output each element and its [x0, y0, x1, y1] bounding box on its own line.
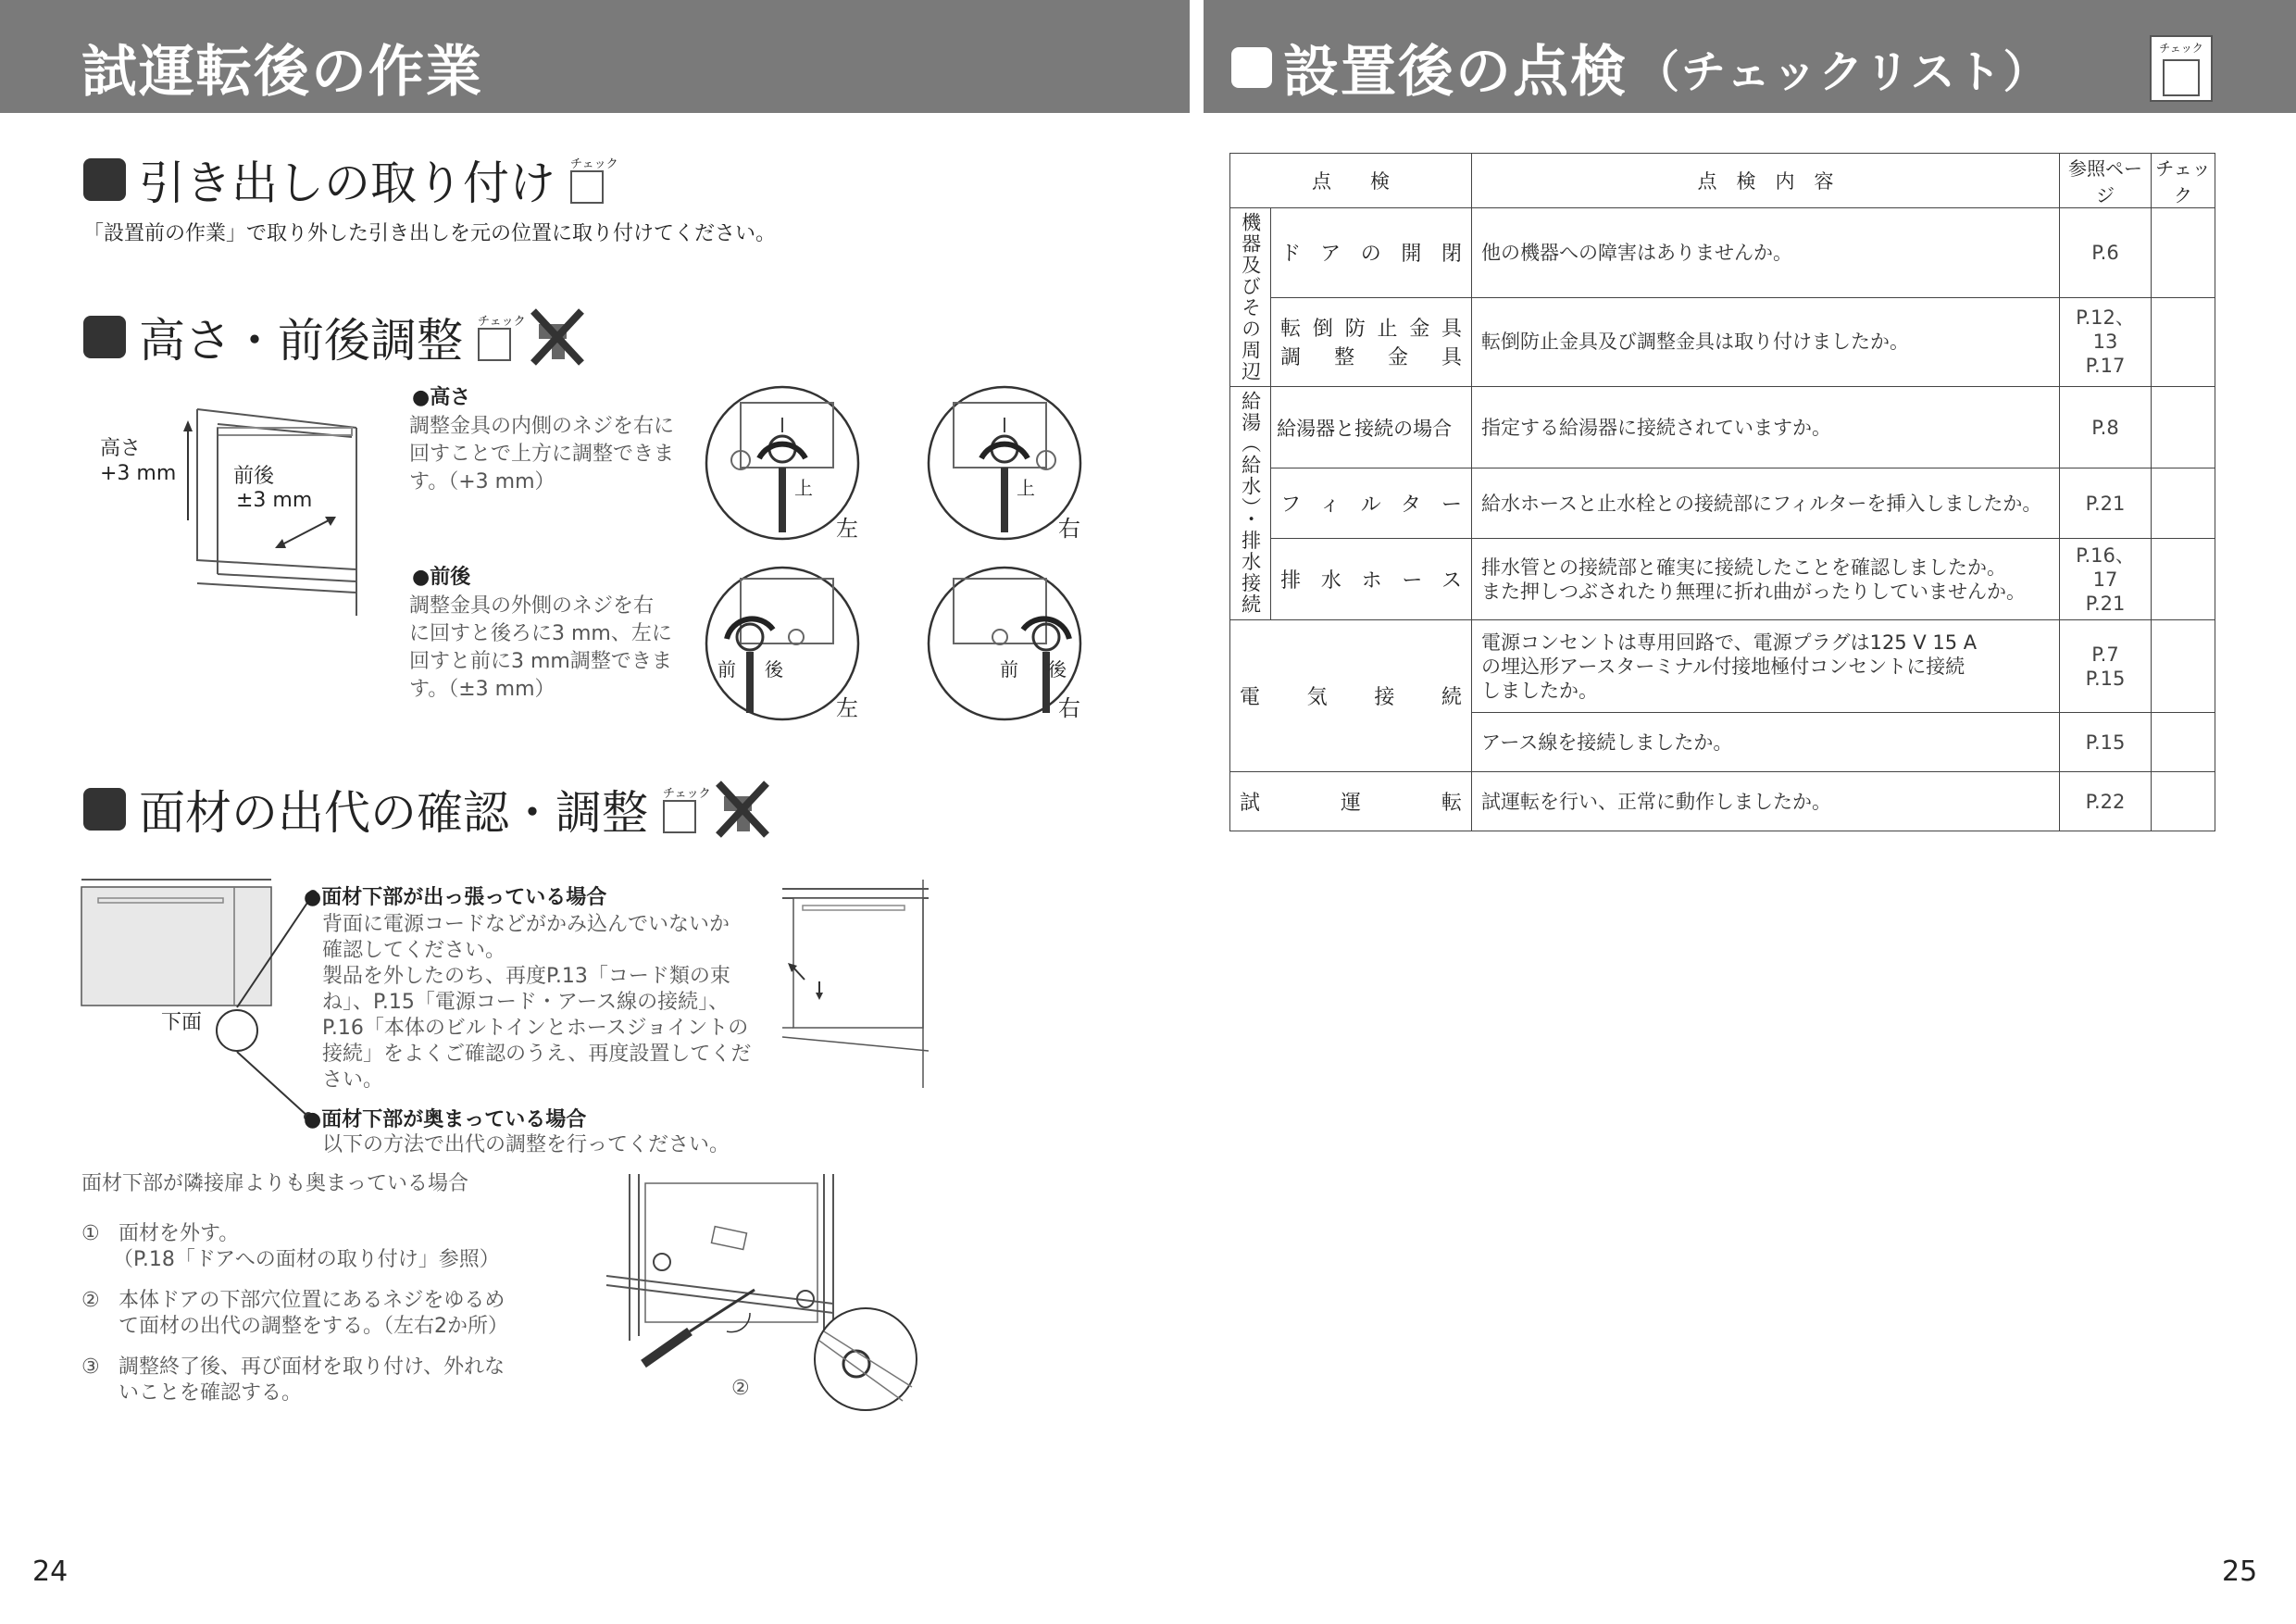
section2-heading: [83, 304, 585, 370]
height-right-up: 上: [1017, 477, 1035, 499]
table-row: [1230, 539, 2215, 620]
check-box-icon: [570, 170, 604, 204]
step2-line-2: て面材の出代の調整をする。（左右2か所）: [119, 1315, 508, 1338]
check-box-icon: [478, 328, 511, 361]
check-icon: [663, 783, 711, 835]
check-cell[interactable]: [2152, 713, 2215, 772]
depth-right-back: 後: [1048, 658, 1067, 681]
item-label: フィルター: [1271, 468, 1472, 539]
group-label: 機器及びその周辺: [1230, 208, 1271, 387]
header-inspection: 点 検: [1230, 154, 1472, 208]
group-label: 電気接続: [1230, 620, 1472, 772]
height-right-side: 右: [1058, 516, 1080, 542]
ref-line: P.17: [2085, 355, 2126, 378]
case2-line-1: 以下の方法で出代の調整を行ってください。: [322, 1133, 730, 1156]
screw-adjustment-diagram: [588, 1174, 930, 1417]
content-line: また押しつぶされたり無理に折れ曲がったりしていませんか。: [1481, 580, 2026, 603]
depth-line-1: 調整金具の外側のネジを右: [409, 594, 655, 618]
depth-right-front: 前: [1000, 658, 1018, 681]
content-cell: 他の機器への障害はありませんか。: [1472, 208, 2060, 298]
depth-left-front: 前: [718, 658, 736, 681]
check-icon-label: チェック: [663, 787, 711, 801]
header-check-box: [2163, 59, 2200, 96]
step1-line-2: （P.18「ドアへの面材の取り付け」参照）: [113, 1248, 500, 1271]
case2-heading: ●面材下部が奥まっている場合: [304, 1108, 587, 1131]
section3-title: 面材の出代の確認・調整: [139, 786, 648, 840]
header-check: チェック: [2152, 154, 2215, 208]
content-line: の埋込形アースターミナル付接地極付コンセントに接続: [1481, 655, 1965, 678]
check-icon: [478, 311, 526, 363]
ref-line: P.12、13: [2076, 306, 2135, 354]
step3-num: ③: [81, 1355, 100, 1379]
step1-line-1: 面材を外す。: [119, 1222, 240, 1245]
recess-note: 面材下部が隣接扉よりも奥まっている場合: [81, 1172, 469, 1195]
case1-line-4: ね」、P.15「電源コード・アース線の接続」、: [322, 991, 730, 1014]
height-label: 高さ: [100, 437, 142, 460]
content-cell: 試運転を行い、正常に動作しましたか。: [1472, 772, 2060, 831]
height-left-up: 上: [794, 477, 813, 499]
table-row: [1230, 208, 2215, 298]
content-cell: 給水ホースと止水栓との接続部にフィルターを挿入しましたか。: [1472, 468, 2060, 539]
section1-heading: [83, 146, 618, 213]
left-header-title: 試運転後の作業: [81, 40, 483, 105]
table-row: [1230, 468, 2215, 539]
table-row: [1230, 297, 2215, 387]
ref-cell: [2060, 539, 2152, 620]
height-left-side: 左: [836, 516, 858, 542]
item-label: 排水ホース: [1271, 539, 1472, 620]
check-cell[interactable]: [2152, 772, 2215, 831]
ref-cell: P.6: [2060, 208, 2152, 298]
depth-line-3: 回すと前に3 mm調整できま: [409, 650, 672, 673]
square-bullet-icon: [83, 158, 126, 201]
table-row: [1230, 772, 2215, 831]
item-label: [1271, 297, 1472, 387]
section1-text: 「設置前の作業」で取り外した引き出しを元の位置に取り付けてください。: [83, 222, 777, 245]
content-line: 電源コンセントは専用回路で、電源プラグは125 V 15 A: [1481, 631, 1978, 654]
check-cell[interactable]: [2152, 208, 2215, 298]
no-power-drill-icon: [715, 780, 770, 839]
checklist-subtitle: （チェックリスト）: [1635, 45, 2050, 98]
step2-num: ②: [81, 1289, 100, 1312]
case1-line-7: さい。: [322, 1068, 384, 1092]
recessed-panel-diagram: [782, 880, 930, 1088]
square-bullet-icon: [83, 788, 126, 831]
ref-cell: P.8: [2060, 387, 2152, 468]
check-icon-label: チェック: [570, 157, 618, 171]
step3-line-1: 調整終了後、再び面材を取り付け、外れな: [119, 1355, 505, 1379]
protruding-panel-diagram: [81, 878, 322, 1118]
ref-cell: P.22: [2060, 772, 2152, 831]
square-bullet-icon: [83, 316, 126, 358]
check-cell[interactable]: [2152, 387, 2215, 468]
table-row: [1230, 620, 2215, 713]
ref-cell: [2060, 297, 2152, 387]
checklist-title: 設置後の点検: [1283, 40, 1628, 105]
item-label: 給湯器と接続の場合: [1271, 387, 1472, 468]
ref-line: P.21: [2085, 592, 2126, 615]
height-value: +3 mm: [100, 462, 177, 485]
check-cell[interactable]: [2152, 620, 2215, 713]
content-cell: アース線を接続しましたか。: [1472, 713, 2060, 772]
content-cell: [1472, 539, 2060, 620]
content-cell: 指定する給湯器に接続されていますか。: [1472, 387, 2060, 468]
case1-line-3: 製品を外したのち、再度P.13「コード類の束: [322, 965, 730, 988]
table-row: [1230, 387, 2215, 468]
right-header-title: [1231, 28, 2050, 107]
depth-line-2: に回すと後ろに3 mm、左に: [409, 622, 672, 645]
check-icon-label: チェック: [478, 315, 526, 329]
check-cell[interactable]: [2152, 468, 2215, 539]
header-content: 点 検 内 容: [1472, 154, 2060, 208]
no-power-drill-icon: [530, 307, 585, 367]
content-cell: 転倒防止金具及び調整金具は取り付けましたか。: [1472, 297, 2060, 387]
step1-num: ①: [81, 1222, 100, 1245]
case1-line-6: 接続」をよくご確認のうえ、再度設置してくだ: [322, 1043, 752, 1066]
height-line-3: す。（+3 mm）: [409, 470, 555, 493]
group-label: 給湯（給水）・排水接続: [1230, 387, 1271, 620]
case1-line-1: 背面に電源コードなどがかみ込んでいないか: [322, 913, 730, 936]
depth-left-side: 左: [836, 695, 858, 721]
case1-line-2: 確認してください。: [322, 939, 506, 962]
case1-heading: ●面材下部が出っ張っている場合: [304, 886, 607, 909]
ref-cell: P.21: [2060, 468, 2152, 539]
step3-line-2: いことを確認する。: [119, 1381, 303, 1405]
item-label-line: 転倒防止金具: [1280, 318, 1462, 342]
page-number-right: 25: [2222, 1555, 2258, 1588]
depth-heading: ●前後: [412, 566, 471, 589]
height-line-1: 調整金具の内側のネジを右に: [409, 415, 675, 438]
section1-title: 引き出しの取り付け: [139, 156, 555, 210]
depth-right-side: 右: [1058, 695, 1080, 721]
item-label: ドアの開閉: [1271, 208, 1472, 298]
content-line: 排水管との接続部と確実に接続したことを確認しましたか。: [1481, 556, 2006, 579]
depth-value: ±3 mm: [236, 489, 313, 512]
table-header-row: [1230, 154, 2215, 208]
section3-heading: [83, 776, 770, 843]
section2-title: 高さ・前後調整: [139, 314, 463, 368]
group-label: 試運転: [1230, 772, 1472, 831]
ref-line: P.16、17: [2076, 543, 2135, 591]
header-check-label: チェック: [2159, 42, 2203, 55]
check-icon: [570, 154, 618, 206]
figure-step-label: ②: [731, 1377, 750, 1400]
check-box-icon: [663, 800, 696, 833]
check-cell[interactable]: [2152, 297, 2215, 387]
header-ref: 参照ページ: [2060, 154, 2152, 208]
ref-line: P.7: [2091, 643, 2119, 666]
item-label-line: 調 整 金 具: [1280, 346, 1462, 370]
square-bullet-icon: [1231, 47, 1272, 88]
ref-line: P.15: [2085, 667, 2126, 690]
content-line: しましたか。: [1481, 679, 1598, 702]
ref-cell: [2060, 620, 2152, 713]
bottom-label: 下面: [161, 1011, 203, 1034]
checklist-table: [1229, 153, 2215, 831]
step2-line-1: 本体ドアの下部穴位置にあるネジをゆるめ: [119, 1289, 505, 1312]
ref-cell: P.15: [2060, 713, 2152, 772]
height-heading: ●高さ: [412, 386, 471, 409]
content-cell: [1472, 620, 2060, 713]
check-cell[interactable]: [2152, 539, 2215, 620]
header-check-icon: [2150, 35, 2213, 102]
depth-line-4: す。（±3 mm）: [409, 678, 555, 701]
height-line-2: 回すことで上方に調整できま: [409, 443, 675, 466]
page-number-left: 24: [32, 1555, 69, 1588]
depth-left-back: 後: [765, 658, 783, 681]
depth-label: 前後: [233, 465, 275, 488]
case1-line-5: P.16「本体のビルトインとホースジョイントの: [322, 1017, 749, 1040]
